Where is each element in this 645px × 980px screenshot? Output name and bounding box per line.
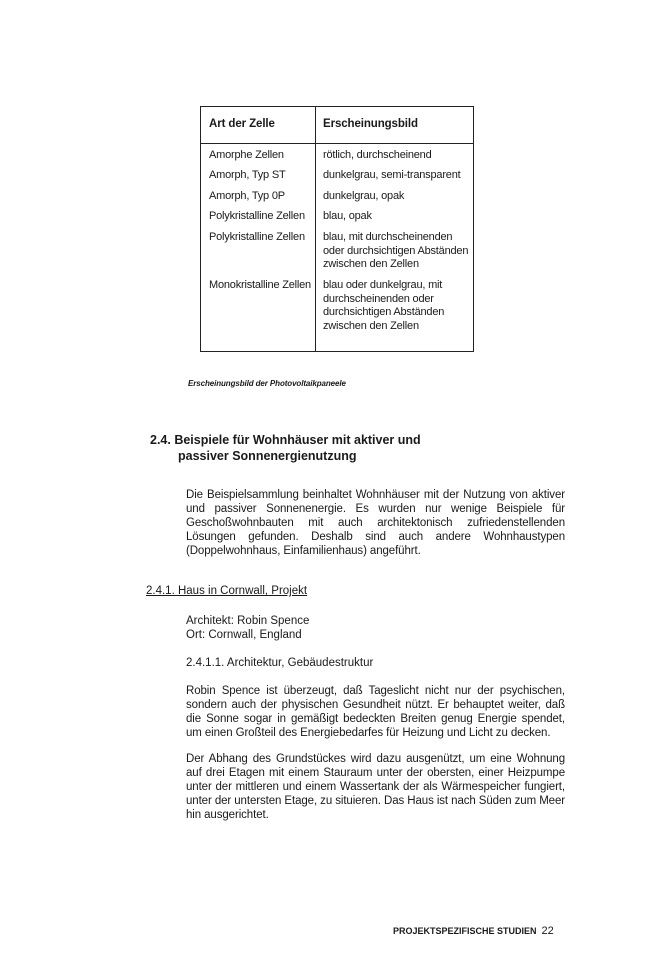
table-cell-type: Amorph, Typ 0P <box>209 190 285 202</box>
table-cell-type: Amorphe Zellen <box>209 149 284 161</box>
table-cell-appearance: blau, opak <box>323 210 372 222</box>
section-heading-line2: passiver Sonnenergienutzung <box>178 449 357 463</box>
architect-line: Architekt: Robin Spence <box>186 615 310 627</box>
table-cell-appearance: rötlich, durchscheinend <box>323 149 432 161</box>
table-cell-type: Monokristalline Zellen <box>209 279 311 291</box>
table-cell-appearance: dunkelgrau, semi-transparent <box>323 169 461 181</box>
paragraph-slope: Der Abhang des Grundstückes wird dazu ausgenützt, um eine Wohnung auf drei Etagen mit einem Stauraum unter der obersten, einer Heizpumpe unter der mittleren und einem Wassertank der als Wärmespeicher fungiert, unter der untersten Etage, zu situieren. Das Haus ist nach Süden zum Meer hin ausgerichtet. <box>186 753 565 821</box>
page-footer <box>393 925 554 937</box>
table-caption: Erscheinungsbild der Photovoltaikpaneele <box>188 379 346 388</box>
paragraph-daylight: Robin Spence ist überzeugt, daß Tageslicht nicht nur der psychischen, sondern auch der physischen Gesundheit nützt. Er behauptet weiter, daß die Sonne sogar in gemäßigt bedeckten Breiten genug Energie spendet, um einen Großteil des Energiebedarfes für Heizung und Licht zu decken. <box>186 685 565 739</box>
subsection-heading: 2.4.1. Haus in Cornwall, Projekt <box>146 585 308 597</box>
header-divider <box>201 143 473 144</box>
table-header-type: Art der Zelle <box>209 118 275 130</box>
cell-types-table <box>200 106 474 352</box>
table-cell-appearance: blau oder dunkelgrau, mit durchscheinenden oder durchsichtigen Abständen zwischen den Zellen <box>323 279 445 332</box>
table-cell-appearance: blau, mit durchscheinenden oder durchsichtigen Abständen zwischen den Zellen <box>323 231 469 270</box>
intro-paragraph: Die Beispielsammlung beinhaltet Wohnhäuser mit der Nutzung von aktiver und passiver Sonnenenergie. Es wurden nur wenige Beispiele für Geschoßwohnbauten mit auch architektonisch zufriedenstellenden Lösungen gefunden. Deshalb sind auch andere Wohnhaustypen (Doppelwohnhaus, Einfamilienhaus) angeführt. <box>186 489 565 557</box>
table-cell-type: Amorph, Typ ST <box>209 169 286 181</box>
section-heading-line1: 2.4. Beispiele für Wohnhäuser mit aktiver und <box>150 433 421 447</box>
sub-subsection-heading: 2.4.1.1. Architektur, Gebäudestruktur <box>186 657 374 669</box>
footer-label: PROJEKTSPEZIFISCHE STUDIEN <box>393 926 537 936</box>
table-cell-type: Polykristalline Zellen <box>209 210 305 222</box>
table-header-appearance: Erscheinungsbild <box>323 118 418 130</box>
table-cell-appearance: dunkelgrau, opak <box>323 190 405 202</box>
location-line: Ort: Cornwall, England <box>186 629 302 641</box>
table-cell-type: Polykristalline Zellen <box>209 231 305 243</box>
page-number: 22 <box>541 925 554 937</box>
